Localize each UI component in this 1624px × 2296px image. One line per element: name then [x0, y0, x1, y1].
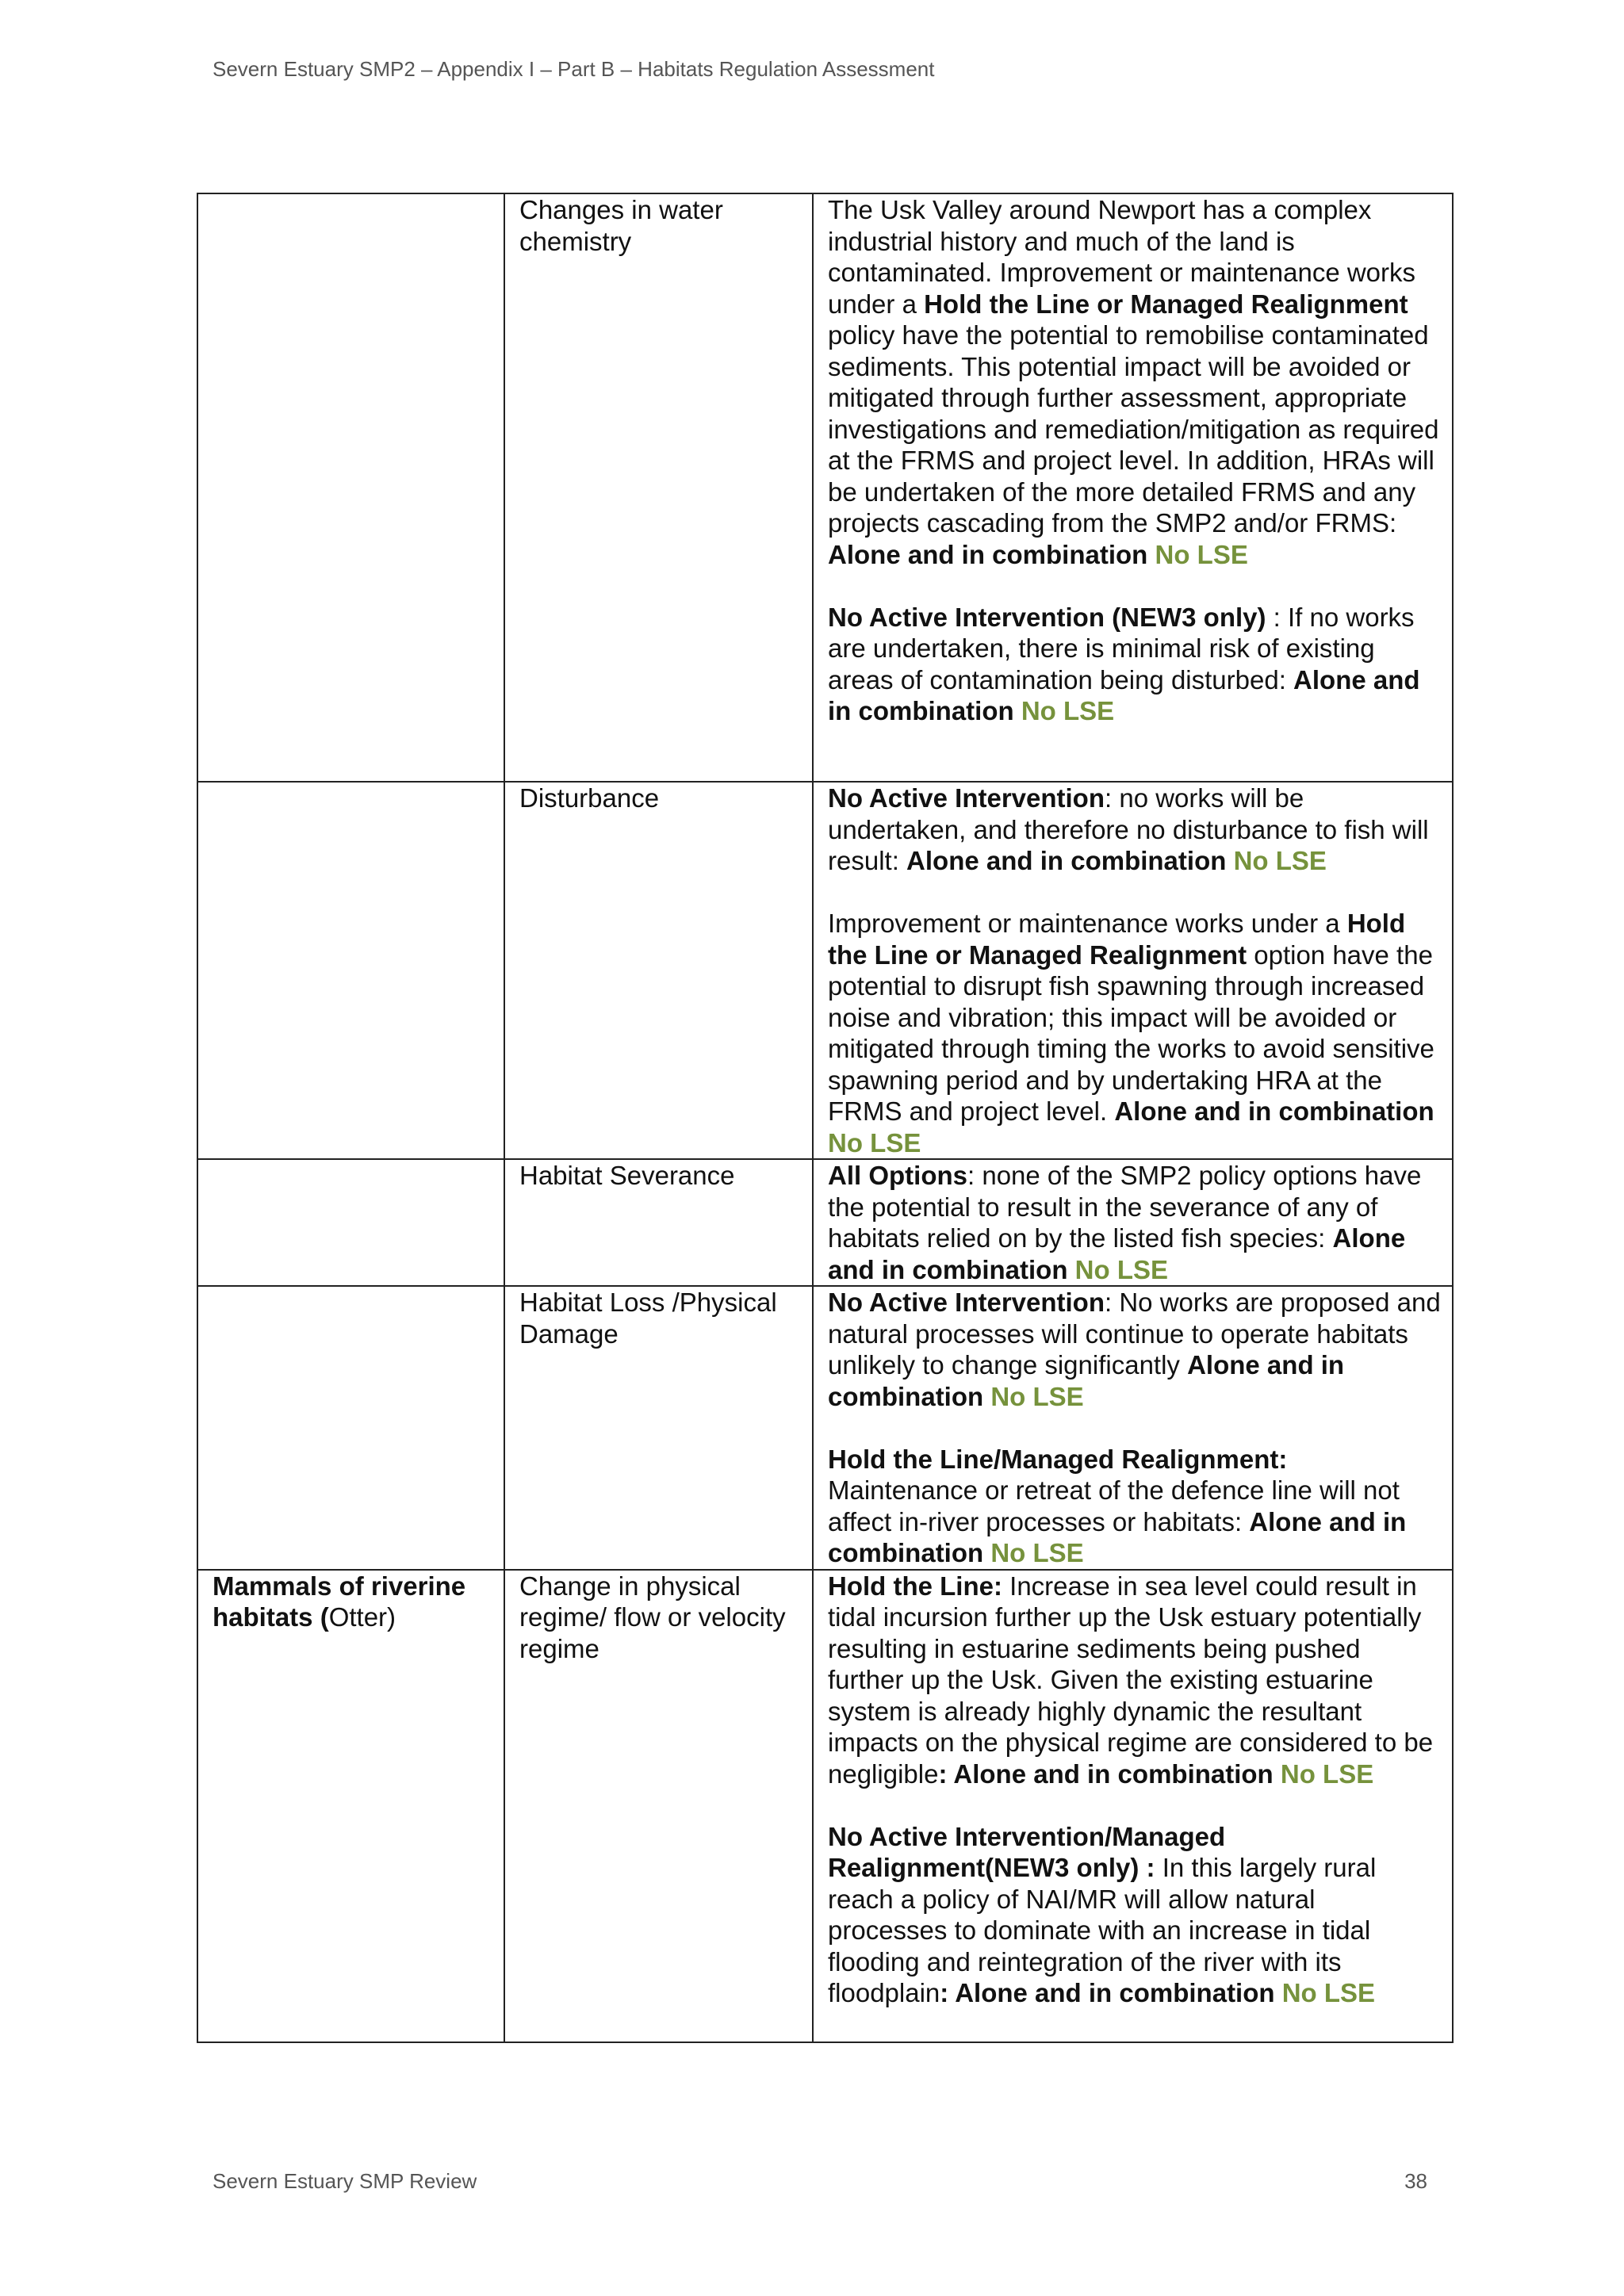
- assessment-paragraph: Hold the Line/Managed Realignment: Maintenance or retreat of the defence line will not affect in-river processes or habitats: Alone and in combination No LSE: [828, 1444, 1407, 1567]
- table-row: [197, 1570, 1453, 2042]
- no-lse-label: No LSE: [1281, 1978, 1376, 2007]
- assessment-paragraph: All Options: none of the SMP2 policy options have the potential to result in the severance of any of habitats relied on by the listed fish species: Alone and in combination No LSE: [828, 1161, 1422, 1284]
- feature-cell: [197, 193, 504, 782]
- feature-cell: Mammals of riverine habitats (Otter): [197, 1570, 504, 2042]
- assessment-paragraph: Hold the Line: Increase in sea level could result in tidal incursion further up the Usk estuary potentially resulting in estuarine sediments being pushed further up the Usk. Given the existing estuarine system is already highly dynamic the resultant impacts on the physical regime are considered to be negligible: Alone and in combination No LSE: [828, 1571, 1434, 1789]
- impact-cell: Habitat Severance: [504, 1159, 813, 1286]
- assessment-paragraph: No Active Intervention (NEW3 only) : If no works are undertaken, there is minimal risk of existing areas of contamination being disturbed: Alone and in combination No LSE: [828, 602, 1420, 725]
- impact-cell: Disturbance: [504, 782, 813, 1159]
- no-lse-label: No LSE: [990, 1381, 1084, 1411]
- assessment-cell: [813, 1570, 1453, 2042]
- table-row: [197, 782, 1453, 1159]
- no-lse-label: No LSE: [1021, 696, 1115, 725]
- hra-assessment-table: [197, 193, 1454, 2043]
- assessment-cell: [813, 1286, 1453, 1570]
- no-lse-label: No LSE: [1280, 1758, 1374, 1789]
- no-lse-label: No LSE: [828, 1127, 921, 1158]
- impact-cell: Habitat Loss /Physical Damage: [504, 1286, 813, 1570]
- assessment-paragraph: The Usk Valley around Newport has a complex industrial history and much of the land is contaminated. Improvement or maintenance works under a Hold the Line or Managed Realignment policy have the potential to remobilise contaminated sediments. This potential impact will be avoided or mitigated through further assessment, appropriate investigations and remediation/mitigation as required at the FRMS and project level. In addition, HRAs will be undertaken of the more detailed FRMS and any projects cascading from the SMP2 and/or FRMS: Alone and in combination No LSE: [828, 195, 1439, 569]
- feature-cell: [197, 1286, 504, 1570]
- no-lse-label: No LSE: [1233, 846, 1327, 875]
- table-row: [197, 1159, 1453, 1286]
- assessment-cell: [813, 1159, 1453, 1286]
- page-footer: Severn Estuary SMP Review: [213, 2169, 477, 2193]
- page-header: Severn Estuary SMP2 – Appendix I – Part B – Habitats Regulation Assessment: [213, 57, 935, 81]
- no-lse-label: No LSE: [990, 1538, 1084, 1567]
- assessment-paragraph: No Active Intervention: no works will be undertaken, and therefore no disturbance to fish will result: Alone and in combination No LSE: [828, 783, 1429, 875]
- feature-cell: [197, 1159, 504, 1286]
- no-lse-label: No LSE: [1155, 539, 1248, 569]
- no-lse-label: No LSE: [1074, 1254, 1169, 1284]
- page-number: 38: [1404, 2169, 1427, 2193]
- assessment-paragraph: Improvement or maintenance works under a Hold the Line or Managed Realignment option have the potential to disrupt fish spawning through increased noise and vibration; this impact will be avoided or mitigated through timing the works to avoid sensitive spawning period and by undertaking HRA at the FRMS and project level. Alone and in combination No LSE: [828, 909, 1434, 1158]
- feature-cell: [197, 782, 504, 1159]
- table-row: [197, 193, 1453, 782]
- table-row: [197, 1286, 1453, 1570]
- assessment-cell: [813, 782, 1453, 1159]
- impact-cell: Change in physical regime/ flow or velocity regime: [504, 1570, 813, 2042]
- impact-cell: Changes in water chemistry: [504, 193, 813, 782]
- assessment-paragraph: No Active Intervention/Managed Realignment(NEW3 only) : In this largely rural reach a policy of NAI/MR will allow natural processes to dominate with an increase in tidal flooding and reintegration of the river with its floodplain: Alone and in combination No LSE: [828, 1821, 1377, 2007]
- assessment-paragraph: No Active Intervention: No works are proposed and natural processes will continue to operate habitats unlikely to change significantly Alone and in combination No LSE: [828, 1288, 1441, 1411]
- assessment-cell: [813, 193, 1453, 782]
